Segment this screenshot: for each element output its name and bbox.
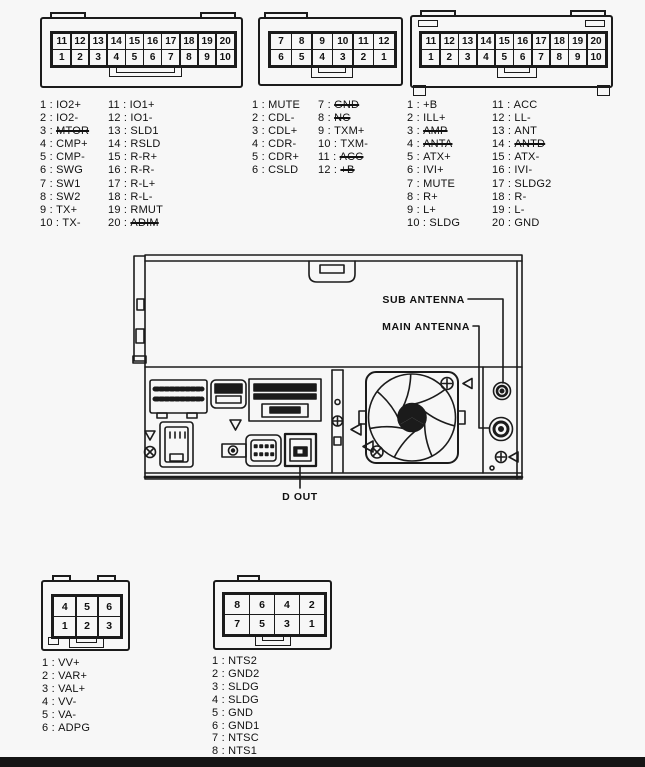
connector-tab — [50, 12, 86, 19]
connector-tab — [264, 12, 308, 19]
connector-latch — [311, 68, 353, 78]
pin-number-cell: 2 — [439, 49, 459, 66]
pin-label: 3 : SLDG — [212, 681, 259, 694]
pin-number-cell: 6 — [143, 49, 163, 66]
pin-label: 10 : SLDG — [407, 217, 460, 230]
pin-number-cell: 7 — [531, 49, 551, 66]
pin-label: 11 : ACC — [318, 151, 368, 164]
pin-label-list — [318, 99, 368, 178]
pin-number-cell: 15 — [125, 33, 145, 50]
connector-foot — [597, 85, 610, 96]
pin-row-lower — [270, 49, 395, 66]
pin-label: 9 : TX+ — [40, 204, 89, 217]
connector-latch — [255, 636, 291, 646]
pin-label: 4 : CMP+ — [40, 138, 89, 151]
connector-key — [418, 20, 438, 27]
pin-label: 6 : ADPG — [42, 722, 90, 735]
pin-number-cell: 4 — [311, 49, 333, 66]
pin-number-cell: 5 — [249, 614, 275, 635]
pin-number-cell: 12 — [439, 33, 459, 50]
pin-number-cell: 10 — [215, 49, 235, 66]
pin-label: 4 : ANTA — [407, 138, 460, 151]
pin-number-cell: 3 — [88, 49, 108, 66]
pin-label: 15 : R-R+ — [108, 151, 163, 164]
pin-grid — [222, 592, 327, 637]
pin-grid — [50, 31, 237, 68]
connector-tab — [570, 10, 606, 17]
optical-dout-connector — [285, 434, 316, 488]
pin-number-cell: 3 — [274, 614, 300, 635]
pin-label: 12 : LL- — [492, 112, 552, 125]
pin-label-list — [40, 99, 89, 230]
pin-label: 7 : NTSC — [212, 732, 259, 745]
pin-number-cell: 8 — [224, 594, 250, 615]
pin-number-cell: 9 — [568, 49, 588, 66]
pin-label: 1 : MUTE — [252, 99, 300, 112]
head-unit-rear-view — [130, 245, 530, 510]
connector-top-right-20pin — [410, 15, 613, 88]
pin-label: 7 : SW1 — [40, 178, 89, 191]
pin-number-cell: 1 — [52, 49, 72, 66]
pin-number-cell: 16 — [143, 33, 163, 50]
pin-label: 14 : ANTD — [492, 138, 552, 151]
pin-row-upper — [421, 33, 606, 50]
pin-number-cell: 8 — [291, 33, 313, 50]
pin-number-cell: 5 — [75, 596, 99, 617]
pin-number-cell: 9 — [311, 33, 333, 50]
pin-row-upper — [53, 596, 121, 617]
connector-key — [585, 20, 605, 27]
connector-top-left-20pin — [40, 17, 243, 88]
main-antenna-jack — [490, 418, 513, 441]
left-bracket — [133, 256, 146, 363]
connector-key — [48, 637, 59, 645]
pin-label: 20 : GND — [492, 217, 552, 230]
connector-tab — [420, 10, 456, 17]
pin-label: 1 : NTS2 — [212, 655, 259, 668]
pin-number-cell: 4 — [106, 49, 126, 66]
pin-number-cell: 5 — [291, 49, 313, 66]
panel-screw-left — [145, 431, 156, 458]
pin-number-cell: 5 — [494, 49, 514, 66]
pin-label-list — [492, 99, 552, 230]
pin-label-list — [42, 657, 90, 736]
pin-label: 5 : CMP- — [40, 151, 89, 164]
pin-row-lower — [53, 616, 121, 637]
d-out-label: D OUT — [282, 491, 318, 503]
pin-row-upper — [52, 33, 235, 50]
connector-bottom-left-6pin — [41, 580, 130, 651]
pin-number-cell: 13 — [88, 33, 108, 50]
pin-number-cell: 2 — [299, 594, 325, 615]
main-antenna-label: MAIN ANTENNA — [382, 321, 470, 333]
pin-row-lower — [52, 49, 235, 66]
pin-label: 8 : NTS1 — [212, 745, 259, 758]
pin-label: 8 : SW2 — [40, 191, 89, 204]
rear-connector-a — [150, 380, 207, 418]
antenna-jacks — [483, 367, 518, 473]
rear-connector-e — [222, 420, 281, 466]
pin-number-cell: 3 — [332, 49, 354, 66]
pin-number-cell: 18 — [179, 33, 199, 50]
pin-number-cell: 11 — [421, 33, 441, 50]
pin-label: 11 : ACC — [492, 99, 552, 112]
pin-grid — [51, 594, 123, 639]
pin-label: 12 : +B — [318, 164, 368, 177]
pin-label: 4 : CDR- — [252, 138, 300, 151]
pin-label: 20 : ADIM — [108, 217, 163, 230]
pin-label: 7 : MUTE — [407, 178, 460, 191]
pin-number-cell: 14 — [476, 33, 496, 50]
pin-number-cell: 14 — [106, 33, 126, 50]
pin-label: 6 : SWG — [40, 164, 89, 177]
pin-number-cell: 16 — [513, 33, 533, 50]
pin-number-cell: 19 — [197, 33, 217, 50]
pin-number-cell: 6 — [249, 594, 275, 615]
sub-antenna-label: SUB ANTENNA — [382, 294, 465, 306]
pin-label: 1 : +B — [407, 99, 460, 112]
connector-foot — [413, 85, 426, 96]
pin-number-cell: 1 — [53, 616, 77, 637]
pin-number-cell: 3 — [458, 49, 478, 66]
callout-lines — [468, 299, 503, 428]
pin-label: 3 : VAL+ — [42, 683, 90, 696]
pin-grid — [419, 31, 608, 68]
pin-number-cell: 3 — [97, 616, 121, 637]
pin-label: 2 : IO2- — [40, 112, 89, 125]
pin-label-list — [212, 655, 259, 758]
pin-label: 4 : SLDG — [212, 694, 259, 707]
sub-antenna-jack — [494, 383, 511, 400]
top-handle — [309, 261, 355, 282]
pin-number-cell: 17 — [531, 33, 551, 50]
pin-number-cell: 2 — [75, 616, 99, 637]
pin-label: 11 : IO1+ — [108, 99, 163, 112]
pin-label: 19 : RMUT — [108, 204, 163, 217]
pin-number-cell: 7 — [161, 49, 181, 66]
pin-number-cell: 7 — [224, 614, 250, 635]
connector-tab — [237, 575, 260, 582]
connector-tab — [52, 575, 71, 582]
pin-label: 8 : R+ — [407, 191, 460, 204]
pin-label: 6 : GND1 — [212, 720, 259, 733]
pin-number-cell: 1 — [421, 49, 441, 66]
pin-number-cell: 18 — [549, 33, 569, 50]
pin-label: 14 : RSLD — [108, 138, 163, 151]
pin-row-lower — [224, 614, 325, 635]
pin-label: 13 : SLD1 — [108, 125, 163, 138]
pin-number-cell: 13 — [458, 33, 478, 50]
pin-label: 12 : IO1- — [108, 112, 163, 125]
rear-connector-b — [211, 380, 246, 408]
connector-bottom-middle-8pin — [213, 580, 332, 650]
pin-number-cell: 20 — [215, 33, 235, 50]
pin-number-cell: 15 — [494, 33, 514, 50]
down-arrow-icon — [145, 431, 155, 440]
pin-label: 2 : GND2 — [212, 668, 259, 681]
pin-number-cell: 11 — [52, 33, 72, 50]
pin-number-cell: 8 — [549, 49, 569, 66]
bottom-black-bar — [0, 757, 645, 767]
pin-label: 2 : ILL+ — [407, 112, 460, 125]
pin-label: 3 : MTOR — [40, 125, 89, 138]
pin-label: 17 : SLDG2 — [492, 178, 552, 191]
pin-label: 9 : TXM+ — [318, 125, 368, 138]
pin-label: 3 : CDL+ — [252, 125, 300, 138]
cooling-fan — [359, 372, 472, 463]
down-arrow-icon — [230, 420, 241, 430]
pin-number-cell: 20 — [586, 33, 606, 50]
rear-connector-d — [160, 422, 193, 467]
pin-label: 7 : GND — [318, 99, 368, 112]
pin-number-cell: 6 — [97, 596, 121, 617]
pin-label: 10 : TXM- — [318, 138, 368, 151]
pin-label: 1 : VV+ — [42, 657, 90, 670]
pin-label: 16 : IVI- — [492, 164, 552, 177]
pin-number-cell: 4 — [274, 594, 300, 615]
pin-number-cell: 2 — [70, 49, 90, 66]
pin-label: 15 : ATX- — [492, 151, 552, 164]
pin-number-cell: 6 — [270, 49, 292, 66]
connector-latch — [497, 68, 537, 78]
pin-label-list — [252, 99, 300, 178]
connector-tab — [200, 12, 236, 19]
pin-label: 16 : R-R- — [108, 164, 163, 177]
pin-label: 9 : L+ — [407, 204, 460, 217]
pin-row-upper — [270, 33, 395, 50]
pin-label: 18 : R-L- — [108, 191, 163, 204]
connector-tab — [97, 575, 116, 582]
pin-label: 19 : L- — [492, 204, 552, 217]
pin-number-cell: 2 — [352, 49, 374, 66]
pin-label-list — [108, 99, 163, 230]
pin-label: 5 : CDR+ — [252, 151, 300, 164]
pin-grid — [268, 31, 397, 68]
pin-label-list — [407, 99, 460, 230]
rear-connector-c — [249, 379, 321, 421]
pin-label: 13 : ANT — [492, 125, 552, 138]
pin-number-cell: 10 — [332, 33, 354, 50]
pin-label: 6 : CSLD — [252, 164, 300, 177]
center-divider — [332, 370, 343, 472]
pin-label: 2 : CDL- — [252, 112, 300, 125]
pin-label: 4 : VV- — [42, 696, 90, 709]
connector-latch — [109, 68, 182, 77]
pin-number-cell: 7 — [270, 33, 292, 50]
connector-top-middle-12pin — [258, 17, 403, 86]
pin-label: 6 : IVI+ — [407, 164, 460, 177]
pin-number-cell: 8 — [179, 49, 199, 66]
pin-row-lower — [421, 49, 606, 66]
pin-number-cell: 17 — [161, 33, 181, 50]
pin-row-upper — [224, 594, 325, 615]
pin-label: 2 : VAR+ — [42, 670, 90, 683]
pin-label: 5 : VA- — [42, 709, 90, 722]
pin-number-cell: 4 — [476, 49, 496, 66]
pin-number-cell: 1 — [299, 614, 325, 635]
pin-label: 18 : R- — [492, 191, 552, 204]
pin-number-cell: 1 — [373, 49, 395, 66]
left-arrow-icon — [463, 379, 472, 389]
left-arrow-icon — [351, 424, 361, 435]
pin-label: 3 : AMP — [407, 125, 460, 138]
pin-label: 5 : ATX+ — [407, 151, 460, 164]
pin-number-cell: 19 — [568, 33, 588, 50]
pin-number-cell: 12 — [373, 33, 395, 50]
pin-label: 5 : GND — [212, 707, 259, 720]
pin-number-cell: 10 — [586, 49, 606, 66]
pin-label: 1 : IO2+ — [40, 99, 89, 112]
pin-number-cell: 4 — [53, 596, 77, 617]
pin-number-cell: 11 — [352, 33, 374, 50]
pin-label: 10 : TX- — [40, 217, 89, 230]
pin-number-cell: 9 — [197, 49, 217, 66]
pin-number-cell: 12 — [70, 33, 90, 50]
pin-label: 17 : R-L+ — [108, 178, 163, 191]
pin-number-cell: 5 — [125, 49, 145, 66]
pin-number-cell: 6 — [513, 49, 533, 66]
pin-label: 8 : NC — [318, 112, 368, 125]
connector-latch — [69, 638, 104, 648]
